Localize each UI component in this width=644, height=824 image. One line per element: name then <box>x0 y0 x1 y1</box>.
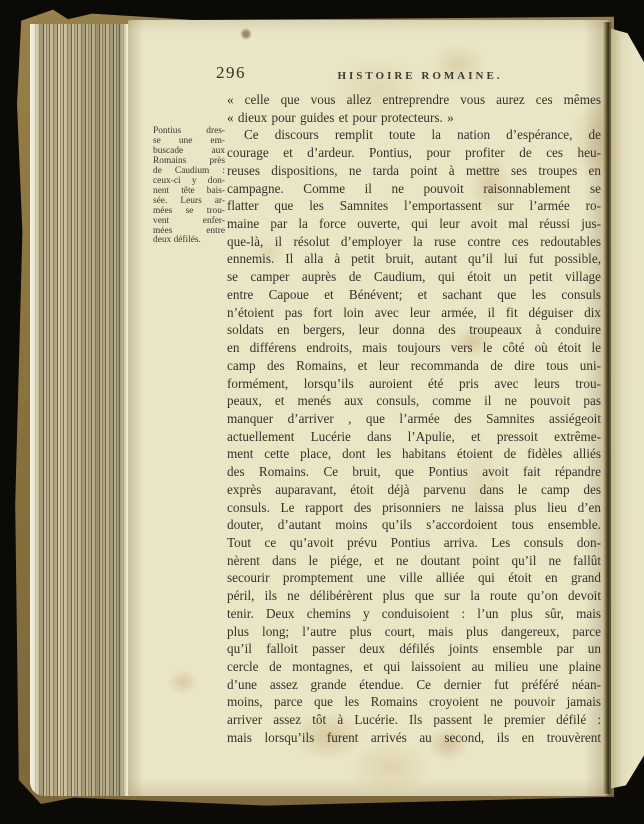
body-line: en différens endroits, mais toujours vers le côté où étoit le <box>227 340 601 356</box>
margin-note-line: Pontius dres- <box>153 126 225 136</box>
margin-note-line: vent enfer- <box>153 215 225 226</box>
body-line: se camper auprès de Caudium, qui étoit un petit village <box>227 269 601 285</box>
body-line: nèrent dans le piége, et ne doutant point qu’il ne fallût <box>227 552 601 568</box>
body-line: flatter que les Samnites l’emportassent sur l’armée ro- <box>227 198 601 214</box>
body-line: ment cette place, dont les habitans étoient de fidèles alliés <box>227 446 601 462</box>
body-line: ennemis. Il alla à petit bruit, autant qu’il lui fut possible, <box>227 251 601 267</box>
margin-note-line: de Caudium : <box>153 165 225 176</box>
margin-note-line: deux défilés. <box>153 235 201 246</box>
body-line: reuses dispositions, ne tarda point à mettre ses troupes en <box>227 162 601 178</box>
body-line: que-là, il résolut d’employer la ruse contre ces redoutables <box>227 233 601 249</box>
body-line: Ce discours remplit toute la nation d’espérance, de <box>244 127 601 143</box>
body-line: arriver assez tôt à Lucérie. Ils passent le premier défilé : <box>227 712 601 728</box>
body-line: cercle de montagnes, et qui laissoient au milieu une plaine <box>227 659 601 674</box>
body-line: peaux, et menés aux consuls, comme il ne pouvoit pas <box>227 393 601 409</box>
margin-note-line: nent tête bais- <box>153 185 225 196</box>
body-line: actuellement Lucérie dans l’Apulie, et pressoit extrême- <box>227 428 601 444</box>
margin-note-line: mées entre <box>153 225 225 236</box>
page-number: 296 <box>216 63 246 82</box>
margin-note-line: ceux-ci y don- <box>153 175 225 186</box>
body-line: campagne. Comme il ne pouvoit raisonnablement se <box>227 180 601 196</box>
margin-note-line: buscade aux <box>153 145 225 156</box>
margin-note-line: Romains près <box>153 155 225 166</box>
margin-note-line: se une em- <box>153 135 225 146</box>
body-line: manquer d’arriver , que l’armée des Samnites assiégeoit <box>227 410 601 426</box>
body-line: plus long; l’autre plus court, mais plus dangereux, parce <box>227 623 601 639</box>
body-line: d’une assez grande étendue. Ce dernier fut préféré néan- <box>227 676 601 692</box>
margin-note-line: mées se trou- <box>153 205 225 216</box>
body-line: maine par la force ouverte, qui leur avoit mal réussi jus- <box>227 216 601 232</box>
body-line: « celle que vous allez entreprendre vous aurez ces mêmes <box>227 92 601 107</box>
body-line: formément, lorsqu’ils auroient été pris avec leurs trou- <box>227 375 601 391</box>
margin-note <box>153 127 225 246</box>
body-line: tenir. Deux chemins y conduisoient : l’un plus sûr, mais <box>227 605 601 621</box>
body-line: soldats en bergers, leur donna des troupeaux à conduire <box>227 322 601 338</box>
page-edge-stack <box>30 24 130 796</box>
body-line: n’étoient pas fort loin avec leur armée, il fit déguiser dix <box>227 304 601 320</box>
body-line: douter, d’autant moins qu’ils s’accordoient tous ensemble. <box>227 517 601 533</box>
body-line: des Romains. Ce bruit, que Pontius avoit fait répandre <box>227 464 601 480</box>
body-line: secourir promptement une ville alliée qui étoit en grand <box>227 570 601 586</box>
running-header: HISTOIRE ROMAINE. <box>337 70 503 82</box>
body-line: consuls. Le rapport des prisonniers ne laissa plus lieu d’en <box>227 499 601 515</box>
gutter-shadow <box>603 22 612 794</box>
body-line: qu’il falloit passer deux défilés joints ensemble par un <box>227 641 601 657</box>
margin-note-line: sée. Leurs ar- <box>153 195 225 206</box>
body-line: exprès auparavant, étoit déjà parvenu dans le camp des <box>227 481 601 497</box>
body-line: camp des Romains, et leur recommanda de dire tous uni- <box>227 357 601 373</box>
body-line: Tout ce qu’avoit prévu Pontius arriva. Les consuls don- <box>227 534 601 550</box>
facing-page-sliver <box>611 24 644 790</box>
body-line: entre Capoue et Bénévent; et sachant que les consuls <box>227 286 601 302</box>
body-line: « dieux pour guides et pour protecteurs. » <box>227 109 454 125</box>
body-line: mais lorsqu’ils furent arrivés au second, ils en trouvèrent <box>227 729 601 745</box>
body-line: moins, parce que les Romains croyoient ne pouvoir jamais <box>227 694 601 710</box>
body-line: péril, ils ne délibérèrent plus que sur la route qu’on devoit <box>227 588 601 604</box>
body-text <box>227 91 601 747</box>
body-line: courage et d’ardeur. Pontius, pour profiter de ces heu- <box>227 145 601 161</box>
